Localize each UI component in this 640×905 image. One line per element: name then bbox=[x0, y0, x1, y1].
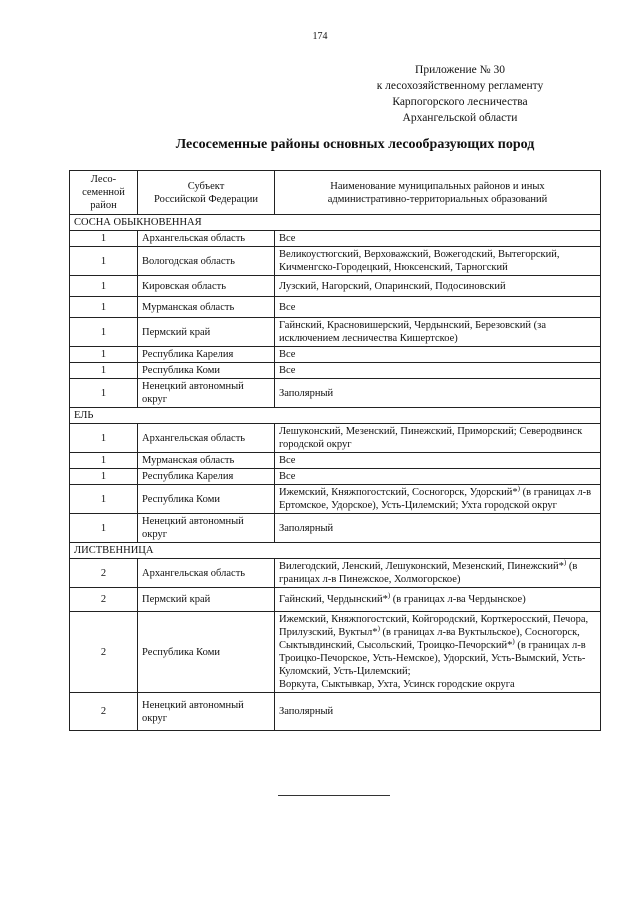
table-row bbox=[70, 693, 601, 731]
table-row bbox=[70, 379, 601, 408]
footnote-mark: ) bbox=[563, 558, 567, 567]
cell-subject: Ненецкий автономный округ bbox=[138, 514, 275, 543]
cell-names: Заполярный bbox=[275, 514, 601, 543]
names-text: Воркута, Сыктывкар, Ухта, Усинск городские округа bbox=[279, 679, 515, 690]
names-text: (в границах л-в Ертомское, Удорское), Усть-Цилемский; Ухта городской округ bbox=[279, 487, 592, 511]
cell-district: 1 bbox=[70, 297, 138, 318]
cell-subject: Мурманская область bbox=[138, 297, 275, 318]
appendix-line-4: Архангельской области bbox=[402, 112, 518, 124]
cell-names: Все bbox=[275, 363, 601, 379]
header-names-line: Наименование муниципальных районов и иных bbox=[330, 180, 545, 192]
table-row bbox=[70, 318, 601, 347]
cell-subject: Архангельская область bbox=[138, 231, 275, 247]
table-row bbox=[70, 453, 601, 469]
cell-names: Великоустюгский, Верховажский, Вожегодский, Вытегорский, Кичменгско-Городецкий, Нюксенский, Тарногский bbox=[275, 247, 601, 276]
table-row bbox=[70, 485, 601, 514]
appendix-header bbox=[330, 62, 590, 126]
table-row bbox=[70, 276, 601, 297]
header-names bbox=[275, 171, 601, 215]
cell-subject: Республика Карелия bbox=[138, 347, 275, 363]
cell-subject: Ненецкий автономный округ bbox=[138, 693, 275, 731]
header-district-line: семенной bbox=[82, 187, 125, 198]
header-subject-line: Российской Федерации bbox=[154, 193, 258, 205]
cell-names bbox=[275, 588, 601, 612]
table-row bbox=[70, 297, 601, 318]
cell-subject: Республика Коми bbox=[138, 612, 275, 693]
cell-names: Лузский, Нагорский, Опаринский, Подосиновский bbox=[275, 276, 601, 297]
table-row bbox=[70, 559, 601, 588]
header-district bbox=[70, 171, 138, 215]
cell-district: 2 bbox=[70, 588, 138, 612]
seed-districts-table bbox=[69, 170, 601, 731]
cell-subject: Ненецкий автономный округ bbox=[138, 379, 275, 408]
cell-subject: Кировская область bbox=[138, 276, 275, 297]
table-row bbox=[70, 247, 601, 276]
header-subject bbox=[138, 171, 275, 215]
cell-district: 1 bbox=[70, 424, 138, 453]
cell-district: 2 bbox=[70, 612, 138, 693]
table-row bbox=[70, 588, 601, 612]
cell-district: 1 bbox=[70, 469, 138, 485]
footnote-mark: ) bbox=[512, 637, 515, 646]
footnote-mark: ) bbox=[387, 591, 391, 600]
cell-names: Лешуконский, Мезенский, Пинежский, Приморский; Северодвинск городской округ bbox=[275, 424, 601, 453]
page-number: 174 bbox=[312, 31, 328, 42]
table-row bbox=[70, 612, 601, 693]
cell-district: 1 bbox=[70, 379, 138, 408]
names-text: Ижемский, Княжпогостский, Сосногорск, Удорский* bbox=[279, 487, 518, 498]
cell-names bbox=[275, 612, 601, 693]
names-text: Ижемский, Княжпогостский, Койгородский, Корткеросский, Печора, Прилузский, Вуктыл* bbox=[279, 614, 589, 638]
footnote-mark: ) bbox=[517, 484, 521, 493]
group-row-larch bbox=[70, 543, 601, 559]
table-row bbox=[70, 347, 601, 363]
table-row bbox=[70, 514, 601, 543]
cell-names: Заполярный bbox=[275, 379, 601, 408]
table-row bbox=[70, 363, 601, 379]
names-text: (в границах л-в Пинежское, Холмогорское) bbox=[279, 561, 578, 585]
names-text: Вилегодский, Ленский, Лешуконский, Мезенский, Пинежский* bbox=[279, 561, 564, 572]
cell-district: 1 bbox=[70, 514, 138, 543]
cell-district: 1 bbox=[70, 231, 138, 247]
group-row-pine bbox=[70, 215, 601, 231]
group-label-larch: ЛИСТВЕННИЦА bbox=[70, 543, 601, 559]
header-district-line: район bbox=[90, 200, 117, 211]
cell-names bbox=[275, 559, 601, 588]
cell-district: 2 bbox=[70, 693, 138, 731]
table-row bbox=[70, 231, 601, 247]
cell-names bbox=[275, 485, 601, 514]
footnote-mark: ) bbox=[377, 624, 380, 633]
cell-subject: Пермский край bbox=[138, 318, 275, 347]
group-row-spruce bbox=[70, 408, 601, 424]
cell-subject: Республика Коми bbox=[138, 485, 275, 514]
cell-names: Все bbox=[275, 469, 601, 485]
table-row bbox=[70, 424, 601, 453]
cell-subject: Вологодская область bbox=[138, 247, 275, 276]
cell-names: Все bbox=[275, 297, 601, 318]
header-subject-line: Субъект bbox=[187, 180, 225, 192]
cell-district: 2 bbox=[70, 559, 138, 588]
header-district-line: Лесо- bbox=[90, 174, 117, 185]
cell-names: Гайнский, Красновишерский, Чердынский, Березовский (за исключением лесничества Кишертское) bbox=[275, 318, 601, 347]
footnote-separator bbox=[278, 795, 390, 796]
cell-names: Все bbox=[275, 347, 601, 363]
cell-names: Все bbox=[275, 231, 601, 247]
appendix-line-1: Приложение № 30 bbox=[415, 64, 505, 76]
names-text: (в границах л-ва Вуктыльское), Сосногорск, Сыктывдинский, Сысольский, Троицко-Печорский* bbox=[279, 627, 580, 651]
names-text: (в границах л-ва Чердынское) bbox=[390, 594, 526, 605]
cell-subject: Республика Коми bbox=[138, 363, 275, 379]
cell-district: 1 bbox=[70, 485, 138, 514]
group-label-pine: СОСНА ОБЫКНОВЕННАЯ bbox=[70, 215, 601, 231]
cell-names: Все bbox=[275, 453, 601, 469]
cell-district: 1 bbox=[70, 276, 138, 297]
cell-district: 1 bbox=[70, 318, 138, 347]
table-row bbox=[70, 469, 601, 485]
table-header-row bbox=[70, 171, 601, 215]
cell-district: 1 bbox=[70, 247, 138, 276]
header-names-line: административно-территориальных образований bbox=[327, 193, 548, 205]
cell-subject: Мурманская область bbox=[138, 453, 275, 469]
cell-names: Заполярный bbox=[275, 693, 601, 731]
cell-subject: Пермский край bbox=[138, 588, 275, 612]
cell-subject: Республика Карелия bbox=[138, 469, 275, 485]
cell-district: 1 bbox=[70, 347, 138, 363]
cell-subject: Архангельская область bbox=[138, 559, 275, 588]
document-title: Лесосеменные районы основных лесообразующих пород bbox=[175, 137, 535, 152]
group-label-spruce: ЕЛЬ bbox=[70, 408, 601, 424]
names-text: Гайнский, Чердынский* bbox=[279, 594, 388, 605]
names-text: (в границах л-в Троицко-Печорское, Усть-Немское), Удорский, Усть-Вымский, Усть-Куломский, Усть-Цилемский; bbox=[279, 640, 586, 677]
cell-subject: Архангельская область bbox=[138, 424, 275, 453]
appendix-line-2: к лесохозяйственному регламенту bbox=[376, 80, 544, 92]
cell-district: 1 bbox=[70, 363, 138, 379]
appendix-line-3: Карпогорского лесничества bbox=[392, 96, 528, 108]
cell-district: 1 bbox=[70, 453, 138, 469]
